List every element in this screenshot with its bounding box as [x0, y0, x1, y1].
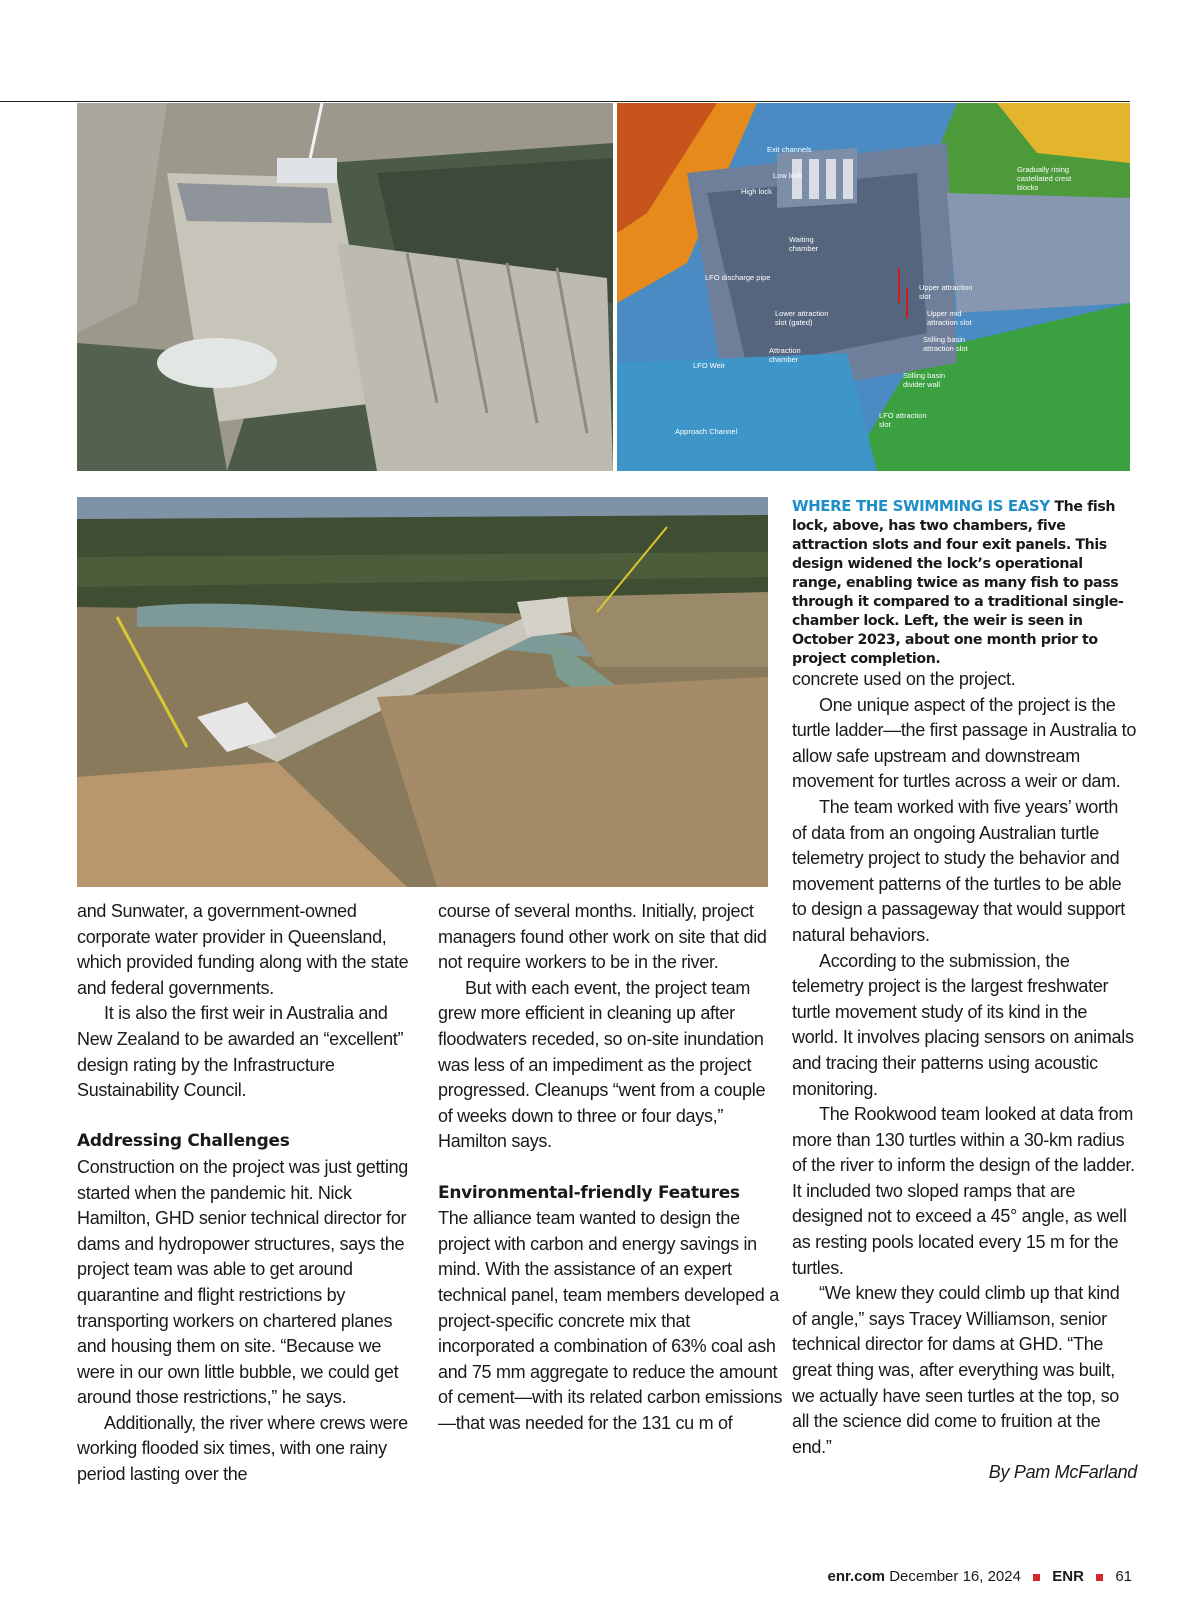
photo-caption	[792, 497, 1132, 669]
diagram-illustration	[617, 103, 1130, 471]
article-column-1	[77, 899, 422, 1488]
separator-square-icon	[1096, 1574, 1103, 1581]
diagram-label: Approach Channel	[675, 427, 738, 436]
paragraph: and Sunwater, a government-owned corporate water provider in Queensland, which provided funding along with the state and federal governments.	[77, 901, 409, 998]
page-number: 61	[1115, 1568, 1132, 1585]
paragraph: It is also the first weir in Australia and New Zealand to be awarded an “excellent” design rating by the Infrastructure Sustainability Council.	[77, 1003, 404, 1101]
diagram-label: Stilling basin attraction slot	[923, 335, 968, 353]
paragraph: course of several months. Initially, project managers found other work on site that did not require workers to be in the river.	[438, 901, 767, 973]
caption-lead: WHERE THE SWIMMING IS EASY	[792, 497, 1050, 515]
paragraph: The Rookwood team looked at data from more than 130 turtles within a 30-km radius of the river to inform the design of the ladder. It included two sloped ramps that are designed not to exceed a 45° angle, as well as resting pools located every 15 m for the turtles.	[792, 1104, 1135, 1278]
article-column-3	[792, 667, 1137, 1486]
paragraph: Construction on the project was just getting started when the pandemic hit. Nick Hamilton, GHD senior technical director for dams and hydropower structures, says the project team was able to get around quarantine and flight restrictions by transporting workers on chartered planes and housing them on site. “Because we were in our own little bubble, we could get around those restrictions,” he says.	[77, 1156, 408, 1408]
caption-body: The fish lock, above, has two chambers, five attraction slots and four exit panels. This design widened the lock’s operational range, enabling twice as many fish to pass through it compared to a traditional single-chamber lock. Left, the weir is seen in October 2023, about one month prior to project completion.	[792, 499, 1124, 667]
separator-square-icon	[1033, 1574, 1040, 1581]
weir-site-aerial-photo	[77, 497, 768, 887]
site-photo-illustration	[77, 497, 768, 887]
diagram-label: Exit channels	[767, 145, 812, 154]
dam-photo-illustration	[77, 103, 613, 471]
diagram-label: Waiting chamber	[789, 235, 819, 253]
author-byline: By Pam McFarland	[988, 1462, 1137, 1483]
footer-site: enr.com	[827, 1568, 886, 1585]
spacer	[77, 1104, 422, 1130]
paragraph: “We knew they could climb up that kind of angle,” says Tracey Williamson, senior technical director for dams at GHD. “The great thing was, after everything was built, we actually have seen turtles at the top, so all the science did come to fruition at the end.”	[792, 1283, 1120, 1457]
paragraph: But with each event, the project team grew more efficient in cleaning up after floodwaters receded, so on-site inundation was less of an impediment as the project progressed. Cleanups “went from a couple of weeks down to three or four days,” Hamilton says.	[438, 977, 766, 1152]
footer-magazine: ENR	[1052, 1568, 1084, 1585]
paragraph: Additionally, the river where crews were working flooded six times, with one rainy period lasting over the	[77, 1412, 408, 1485]
paragraph: concrete used on the project.	[792, 669, 1016, 689]
diagram-label: Stilling basin divider wall	[903, 371, 946, 389]
footer-date: December 16, 2024	[889, 1568, 1021, 1585]
paragraph: The team worked with five years’ worth of data from an ongoing Australian turtle telemetry project to study the behavior and movement patterns of the turtles to be able to design a passageway that would support natural behaviors.	[792, 796, 1125, 945]
diagram-label: LFO discharge pipe	[705, 273, 771, 282]
fish-lock-diagram	[617, 103, 1130, 471]
paragraph: The alliance team wanted to design the project with carbon and energy savings in mind. With the assistance of an expert technical panel, team members developed a project-specific concrete mix that incorporated a combination of 63% coal ash and 75 mm aggregate to reduce the amount of cement—with its related carbon emissions—that was needed for the 131 cu m of	[438, 1208, 783, 1433]
top-rule	[0, 101, 1130, 102]
section-heading: Addressing Challenges	[77, 1131, 290, 1152]
page-footer	[828, 1568, 1133, 1585]
diagram-label: Gradually rising castellated crest blocks	[1017, 165, 1072, 192]
diagram-label: Low lock	[773, 171, 803, 180]
section-heading: Environmental-friendly Features	[438, 1182, 740, 1203]
diagram-label: LFO Weir	[693, 361, 725, 370]
diagram-label: High lock	[741, 187, 772, 196]
spacer	[438, 1155, 783, 1181]
paragraph: One unique aspect of the project is the turtle ladder—the first passage in Australia to allow safe upstream and downstream movement for turtles across a weir or dam.	[792, 694, 1137, 792]
diagram-label: LFO attraction slot	[879, 411, 927, 429]
diagram-label: Attraction chamber	[769, 346, 801, 364]
dam-fish-lock-photo	[77, 103, 613, 471]
diagram-label: Upper mid attraction slot	[927, 309, 972, 327]
article-column-2	[438, 899, 783, 1436]
paragraph: According to the submission, the telemetry project is the largest freshwater turtle movement study of its kind in the world. It involves placing sensors on animals and tracing their patterns using acoustic monitoring.	[792, 950, 1134, 1099]
diagram-label: Lower attraction slot (gated)	[775, 309, 829, 327]
diagram-label: Upper attraction slot	[919, 283, 973, 301]
